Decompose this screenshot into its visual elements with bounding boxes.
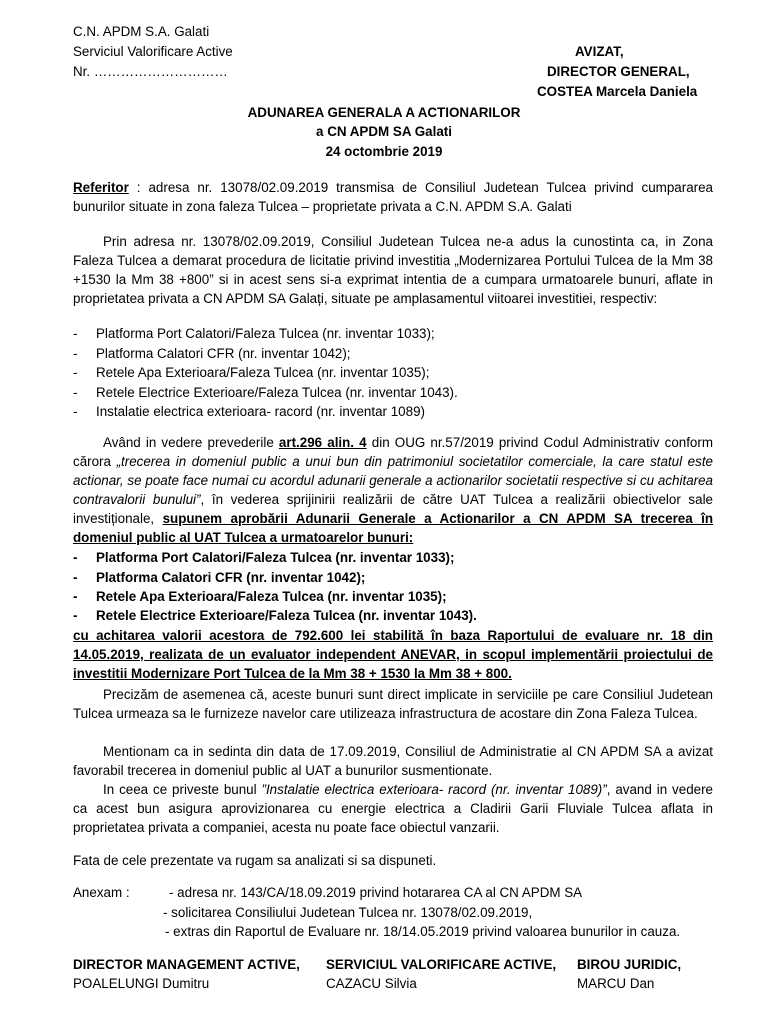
- title-date: 24 octombrie 2019: [325, 144, 443, 159]
- subject-label: Referitor: [73, 180, 129, 195]
- list-item: - Retele Electrice Exterioare/Faleza Tulcea (nr. inventar 1043).: [73, 385, 458, 400]
- paragraph-4: Mentionam ca in sedinta din data de 17.09.2019, Consiliul de Administratie al CN APDM SA a avizat favorabil trecerea in domeniul public al UAT a bunurilor susmentionate.: [73, 744, 713, 778]
- paragraph-1-text: Prin adresa nr. 13078/02.09.2019, Consiliul Judetean Tulcea ne-a adus la cunostinta ca, in Zona Faleza Tulcea a demarat procedura de licitatie privind investitia „Modernizarea Portului Tulcea de la Mm 38 +1530 la Mm 38 +800” si in acest sens si-a exprimat intentia de a cumpara urmatoarele bunuri, aflate in proprietatea privata a CN APDM SA Galați, situate pe amplasamentul viitoarei investitiei, respectiv:: [73, 234, 713, 306]
- department-name: Serviciul Valorificare Active: [73, 44, 233, 59]
- payment-clause: cu achitarea valorii acestora de 792.600 lei stabilită în baza Raportului de evaluare nr. 18 din 14.05.2019, realizata de un evaluator independent ANEVAR, in scopul implementării proiectului de investitii Modernizare Port Tulcea de la Mm 38 + 1530 la Mm 38 + 800.: [73, 628, 713, 681]
- closing-sentence: Fata de cele prezentate va rugam sa analizati si sa dispuneti.: [73, 853, 437, 868]
- annex-label: Anexam :: [73, 885, 130, 900]
- signature-role: SERVICIUL VALORIFICARE ACTIVE,: [326, 957, 557, 972]
- list-item: - Platforma Calatori CFR (nr. inventar 1042);: [73, 346, 351, 361]
- list-item: - Platforma Port Calatori/Faleza Tulcea (nr. inventar 1033);: [73, 326, 435, 341]
- list-item: - Retele Apa Exterioara/Faleza Tulcea (nr. inventar 1035);: [73, 589, 447, 604]
- title-line-2: a CN APDM SA Galati: [316, 124, 452, 139]
- title-line-1: ADUNAREA GENERALA A ACTIONARILOR: [247, 105, 521, 120]
- director-name: COSTEA Marcela Daniela: [537, 84, 698, 99]
- annex-item: - extras din Raportul de Evaluare nr. 18/14.05.2019 privind valoarea bunurilor in cauza.: [165, 924, 681, 939]
- signature-name: MARCU Dan: [577, 976, 655, 991]
- director-title: DIRECTOR GENERAL,: [547, 64, 690, 79]
- paragraph-2: Având in vedere prevederile art.296 alin. 4 din OUG nr.57/2019 privind Codul Administrativ conform cărora „trecerea in domeniul public a unui bun din patrimoniul societatilor comerciale, la care statul este actionar, se poate face numai cu acordul adunarii generale a actionarilor societatii respective si cu achitarea contravalorii bunului”, în vederea sprijinirii realizării de către UAT Tulcea a realizării obiectivelor sale investiționale, supunem aprobării Adunarii Generale a Actionarilor a CN APDM SA trecerea în domeniul public al UAT Tulcea a urmatoarelor bunuri:: [73, 435, 713, 545]
- approval-label: AVIZAT,: [575, 44, 624, 59]
- signature-name: CAZACU Silvia: [326, 976, 417, 991]
- company-name: C.N. APDM S.A. Galati: [73, 24, 210, 39]
- paragraph-3: Precizăm de asemenea că, aceste bunuri sunt direct implicate in serviciile pe care Consiliul Judetean Tulcea urmeaza sa le furnizeze navelor care utilizeaza infrastructura de acostare din Zona Faleza Tulcea.: [73, 687, 713, 721]
- paragraph-5: In ceea ce priveste bunul ”Instalatie electrica exterioara- racord (nr. inventar 1089)”, avand in vedere ca acest bun asigura aprovizionarea cu energie electrica a Cladirii Garii Fluviale Tulcea aflata in proprietatea privata a companiei, acesta nu poate face obiectul vanzarii.: [73, 782, 713, 835]
- proposal-text: supunem aprobării Adunarii Generale a Actionarilor a CN APDM SA trecerea în domeniul public al UAT Tulcea a urmatoarelor bunuri:: [73, 511, 713, 545]
- signature-role: BIROU JURIDIC,: [577, 957, 682, 972]
- registration-number: Nr. …………………………: [73, 64, 228, 79]
- list-item: - Instalatie electrica exterioara- racord (nr. inventar 1089): [73, 404, 425, 419]
- list-item: - Retele Apa Exterioara/Faleza Tulcea (nr. inventar 1035);: [73, 365, 430, 380]
- list-item: - Platforma Port Calatori/Faleza Tulcea (nr. inventar 1033);: [73, 550, 455, 565]
- annex-item: - adresa nr. 143/CA/18.09.2019 privind hotararea CA al CN APDM SA: [169, 885, 583, 900]
- subject-paragraph: [73, 178, 713, 216]
- subject-text: : adresa nr. 13078/02.09.2019 transmisa de Consiliul Judetean Tulcea privind cumpararea bunurilor situate in zona faleza Tulcea – proprietate privata a C.N. APDM S.A. Galati: [73, 180, 713, 214]
- law-quote: „trecerea in domeniul public a unui bun din patrimoniul societatilor comerciale, la care statul este actionar, se poate face numai cu acordul adunarii generale a actionarilor societatii respective si cu achitarea contravalorii bunului”: [73, 454, 713, 507]
- excluded-item: ”Instalatie electrica exterioara- racord (nr. inventar 1089)”: [261, 782, 607, 797]
- signature-role: DIRECTOR MANAGEMENT ACTIVE,: [73, 957, 300, 972]
- signature-name: POALELUNGI Dumitru: [73, 976, 210, 991]
- law-reference: art.296 alin. 4: [278, 435, 367, 450]
- paragraph-1: [73, 232, 713, 308]
- list-item: - Platforma Calatori CFR (nr. inventar 1042);: [73, 570, 366, 585]
- annex-item: - solicitarea Consiliului Judetean Tulcea nr. 13078/02.09.2019,: [163, 905, 533, 920]
- list-item: - Retele Electrice Exterioare/Faleza Tulcea (nr. inventar 1043).: [73, 608, 477, 623]
